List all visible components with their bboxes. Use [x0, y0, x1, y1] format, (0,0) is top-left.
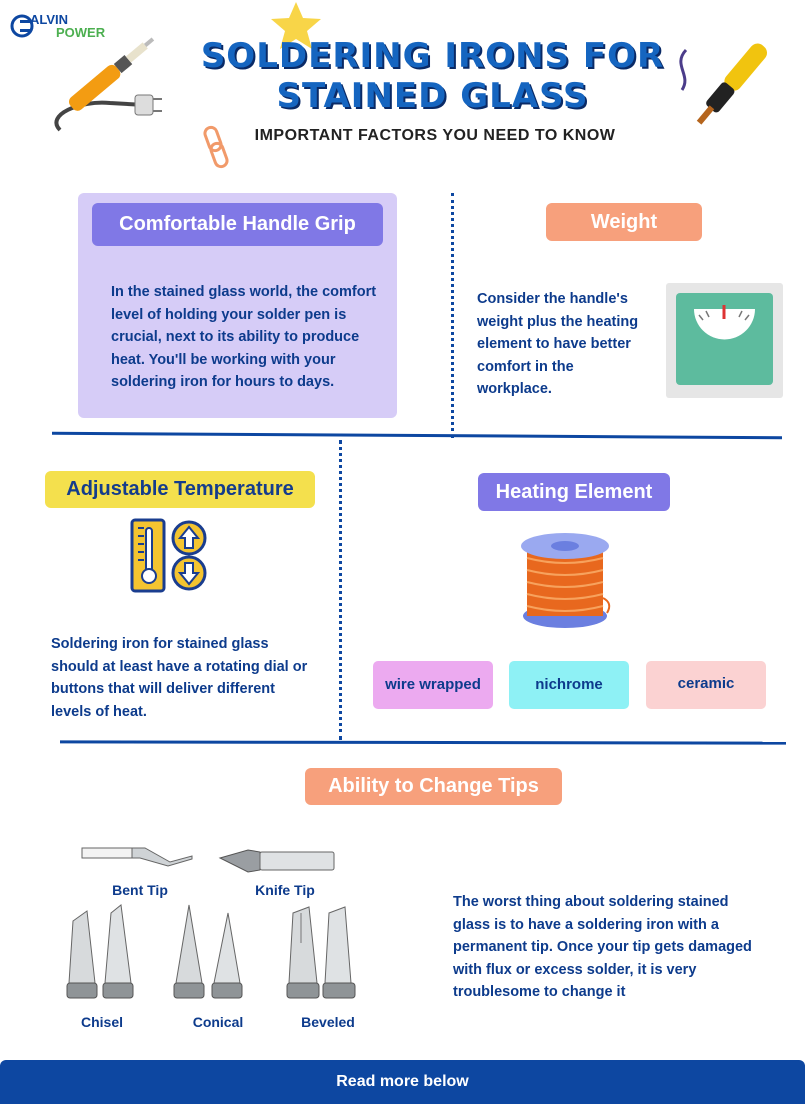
scale-icon	[666, 283, 783, 398]
conical-tip-label: Conical	[192, 1014, 244, 1030]
divider-vertical-top	[451, 193, 454, 438]
knife-tip-image	[218, 848, 338, 878]
weight-title: Weight	[546, 203, 702, 241]
divider-vertical-mid	[339, 440, 342, 740]
bent-tip-image	[80, 840, 195, 870]
handle-text: In the stained glass world, the comfort level of holding your solder pen is crucial, next to its ability to produce heat. You'll be working with your soldering iron for hours to days.	[111, 284, 377, 390]
soldering-iron-icon	[40, 25, 170, 145]
wire-spool-icon	[515, 528, 615, 633]
thermometer-icon	[130, 518, 208, 593]
tips-title: Ability to Change Tips	[305, 768, 562, 805]
chisel-tip-image	[65, 903, 140, 1003]
conical-tip-image	[172, 903, 247, 1003]
heating-option-wire-wrapped: wire wrapped	[373, 661, 493, 709]
read-more-button[interactable]: Read more below	[0, 1060, 805, 1104]
knife-tip-label: Knife Tip	[255, 882, 315, 898]
page-subtitle: IMPORTANT FACTORS YOU NEED TO KNOW	[254, 127, 616, 144]
heating-option-nichrome: nichrome	[509, 661, 629, 709]
temperature-text: Soldering iron for stained glass should at least have a rotating dial or buttons that will deliver different levels of heat.	[51, 636, 308, 720]
handle-title: Comfortable Handle Grip	[92, 203, 383, 246]
arrow-down-icon	[173, 557, 205, 589]
title-line-2: STAINED GLASS	[276, 76, 589, 116]
heating-title: Heating Element	[478, 473, 670, 511]
arrow-up-icon	[173, 522, 205, 554]
weight-text: Consider the handle's weight plus the heating element to have better comfort in the workplace.	[477, 291, 639, 397]
temperature-title: Adjustable Temperature	[45, 471, 315, 508]
brand-line2: POWER	[56, 25, 106, 40]
beveled-tip-label: Beveled	[301, 1014, 355, 1030]
divider-horizontal-2	[60, 740, 786, 744]
beveled-tip-image	[285, 903, 360, 1003]
page-title	[170, 36, 695, 116]
tips-text: The worst thing about soldering stained glass is to have a soldering iron with a permanent tip. Once your tip gets damaged with flux or excess solder, it is very troublesome to change it	[453, 894, 752, 1000]
heating-option-ceramic: ceramic	[646, 661, 766, 709]
chain-link-icon	[203, 125, 231, 170]
bent-tip-label: Bent Tip	[112, 882, 168, 898]
title-line-1: SOLDERING IRONS FOR	[200, 36, 665, 76]
divider-horizontal-1	[52, 432, 782, 439]
chisel-tip-label: Chisel	[80, 1014, 123, 1030]
brand-line1: ALVIN	[30, 12, 69, 27]
